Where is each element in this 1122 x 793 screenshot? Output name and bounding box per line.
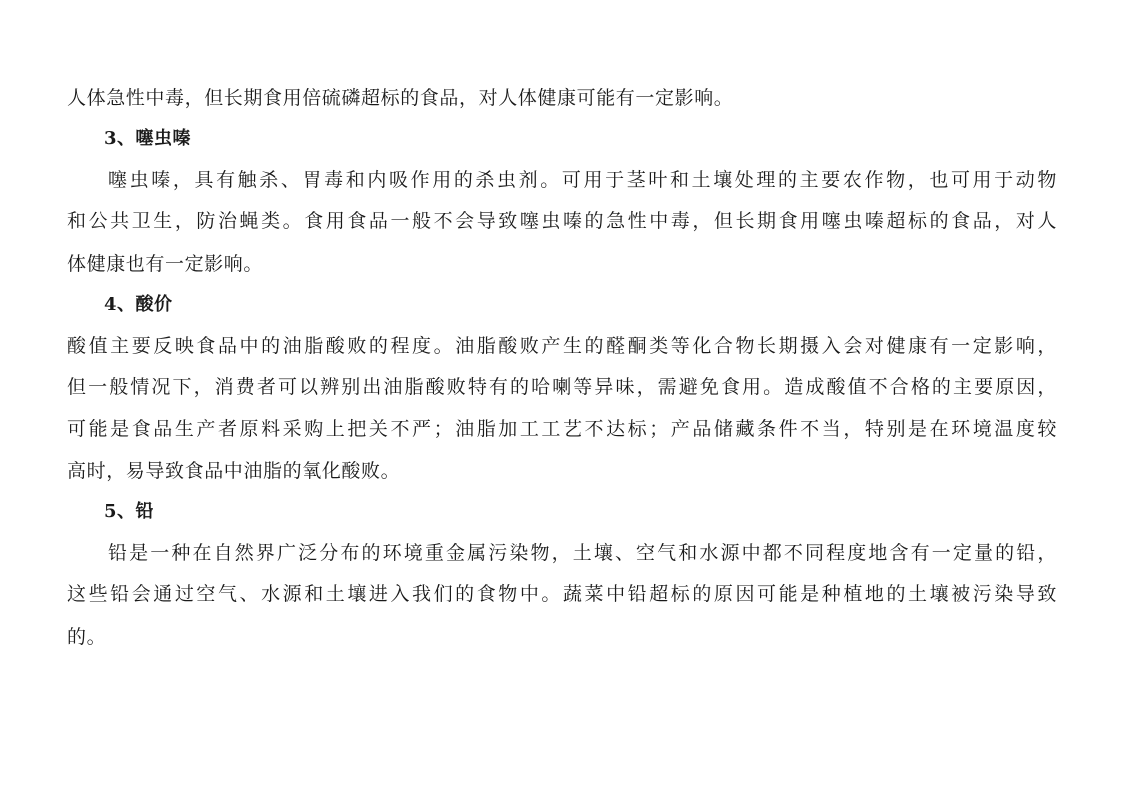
paragraph-line: 可能是食品生产者原料采购上把关不严；油脂加工工艺不达标；产品储藏条件不当，特别是在环境温度较: [67, 418, 1057, 440]
paragraph-line: 人体急性中毒，但长期食用倍硫磷超标的食品，对人体健康可能有一定影响。: [67, 87, 734, 109]
paragraph-line: 的。: [67, 626, 107, 648]
paragraph-line: 铅是一种在自然界广泛分布的环境重金属污染物，土壤、空气和水源中都不同程度地含有一定量的铅，: [108, 542, 1057, 564]
section-heading: 3、噻虫嗪: [104, 128, 192, 149]
paragraph-line: 高时，易导致食品中油脂的氧化酸败。: [67, 460, 401, 482]
paragraph-line: 噻虫嗪，具有触杀、胃毒和内吸作用的杀虫剂。可用于茎叶和土壤处理的主要农作物，也可用于动物: [108, 169, 1057, 191]
section-heading: 4、酸价: [104, 294, 173, 315]
paragraph-line: 酸值主要反映食品中的油脂酸败的程度。油脂酸败产生的醛酮类等化合物长期摄入会对健康有一定影响，: [67, 335, 1057, 357]
paragraph-line: 这些铅会通过空气、水源和土壤进入我们的食物中。蔬菜中铅超标的原因可能是种植地的土壤被污染导致: [67, 583, 1057, 605]
section-heading: 5、铅: [104, 501, 155, 522]
paragraph-line: 体健康也有一定影响。: [67, 253, 264, 275]
paragraph-line: 和公共卫生，防治蝇类。食用食品一般不会导致噻虫嗪的急性中毒，但长期食用噻虫嗪超标的食品，对人: [67, 210, 1057, 232]
paragraph-line: 但一般情况下，消费者可以辨别出油脂酸败特有的哈喇等异味，需避免食用。造成酸值不合格的主要原因，: [67, 376, 1057, 398]
